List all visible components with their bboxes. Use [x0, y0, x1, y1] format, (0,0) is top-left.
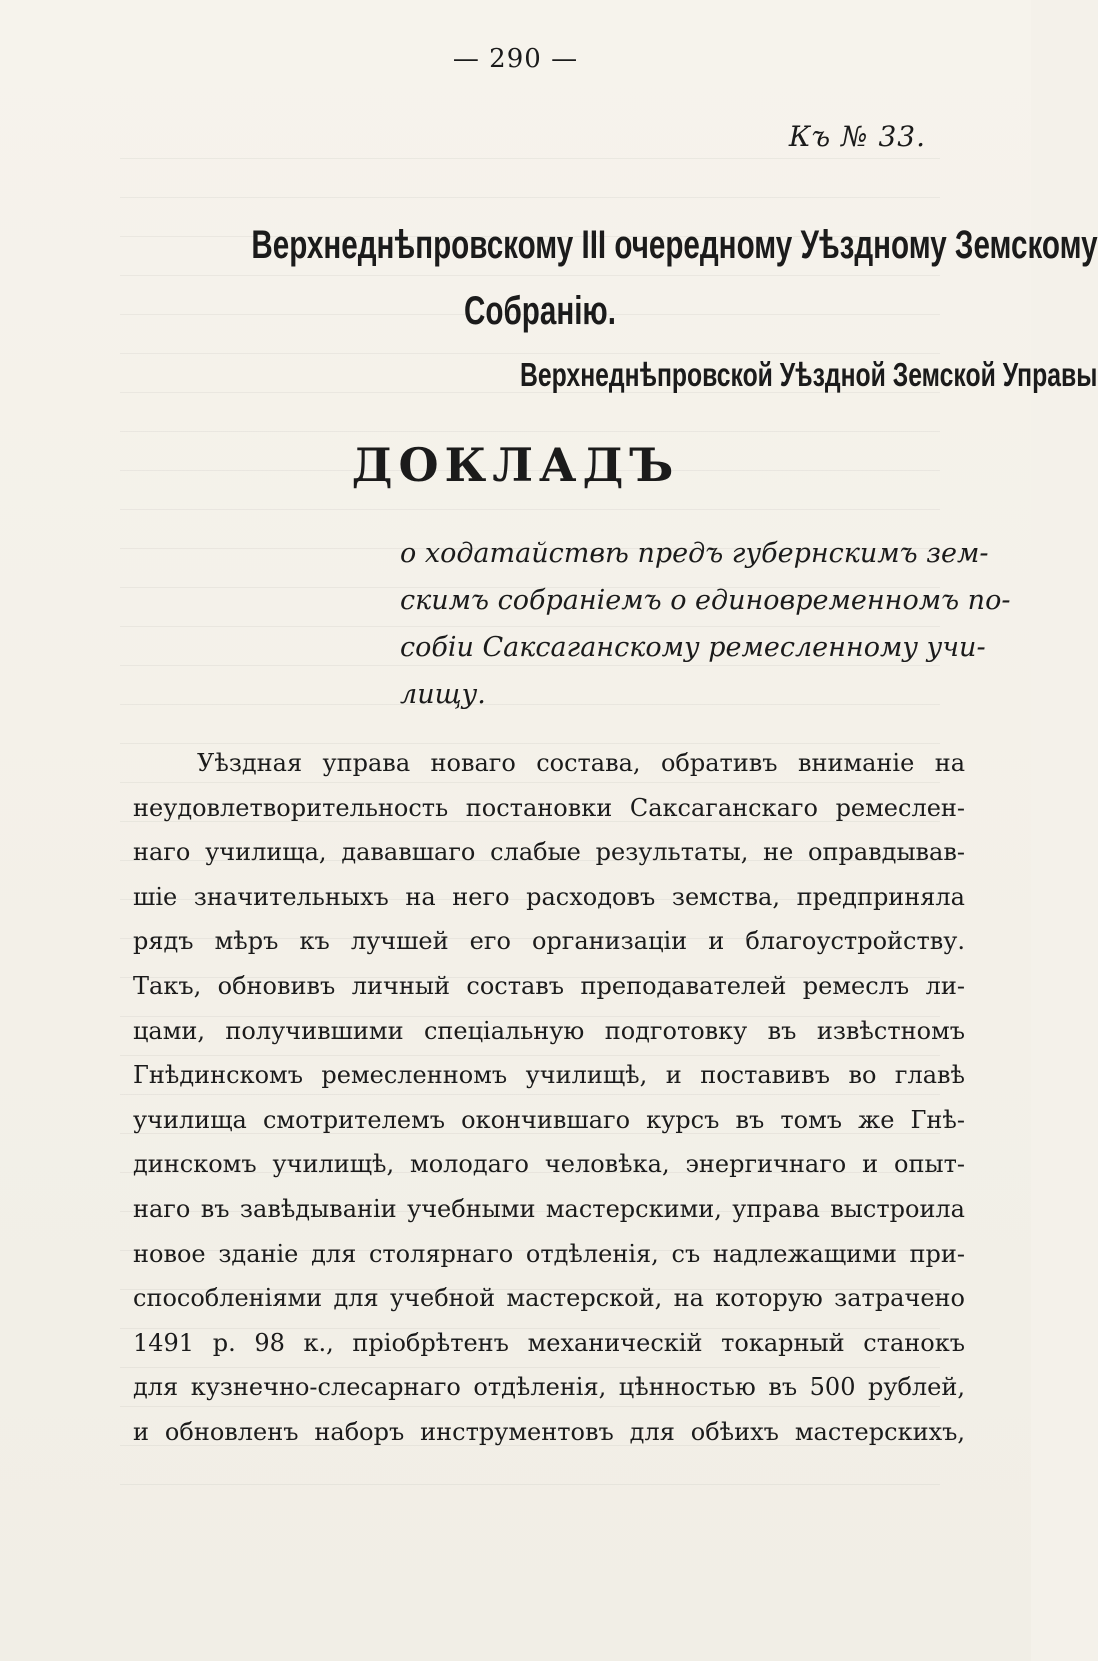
document-title: ДОКЛАДЪ — [351, 438, 680, 492]
body-line: новое зданіе для столярнаго отдѣленія, съ надлежащими при- — [133, 1239, 965, 1268]
assembly-heading — [251, 212, 1098, 344]
subject-line: о ходатайствѣ предъ губернскимъ зем- — [400, 538, 989, 569]
subject-line: собіи Саксаганскому ремесленному учи- — [400, 632, 986, 663]
reference-number: Къ № 33. — [788, 120, 926, 153]
assembly-heading-line: Собранію. — [464, 289, 616, 333]
body-line: Уѣздная управа новаго состава, обративъ вниманіе на — [197, 749, 965, 777]
body-line: наго въ завѣдываніи учебными мастерскими, управа выстроила — [133, 1194, 965, 1223]
subject-block — [400, 530, 1011, 718]
body-line: училища смотрителемъ окончившаго курсъ въ томъ же Гнѣ- — [133, 1105, 965, 1134]
body-line: рядъ мѣръ къ лучшей его организаціи и благоустройству. — [133, 927, 965, 956]
body-line: цами, получившими спеціальную подготовку въ извѣстномъ — [133, 1016, 965, 1045]
council-heading: Верхнеднѣпровской Уѣздной Земской Управы — [520, 356, 1098, 393]
assembly-heading-line: Верхнеднѣпровскому III очередному Уѣздному Земскому — [251, 223, 1098, 267]
subject-line: лищу. — [400, 679, 486, 710]
body-line: для кузнечно-слесарнаго отдѣленія, цѣнностью въ 500 рублей, — [133, 1373, 965, 1402]
body-line: 1491 р. 98 к., пріобрѣтенъ механическій токарный станокъ — [133, 1328, 965, 1357]
body-line: шіе значительныхъ на него расходовъ земства, предприняла — [133, 882, 965, 911]
body-line: способленіями для учебной мастерской, на которую затрачено — [133, 1284, 965, 1313]
body-line: наго училища, дававшаго слабые результаты, не оправдывав- — [133, 838, 965, 867]
body-line: неудовлетворительность постановки Саксаганскаго ремеслен- — [133, 793, 965, 822]
body-paragraph — [133, 741, 965, 1455]
body-line: динскомъ училищѣ, молодаго человѣка, энергичнаго и опыт- — [133, 1150, 965, 1179]
body-line: и обновленъ наборъ инструментовъ для обѣихъ мастерскихъ, — [133, 1417, 965, 1446]
subject-line: скимъ собраніемъ о единовременномъ по- — [400, 585, 1011, 616]
body-line: Гнѣдинскомъ ремесленномъ училищѣ, и поставивъ во главѣ — [133, 1061, 965, 1090]
page-number: — 290 — — [452, 44, 579, 74]
body-line: Такъ, обновивъ личный составъ преподавателей ремеслъ ли- — [133, 971, 965, 1000]
